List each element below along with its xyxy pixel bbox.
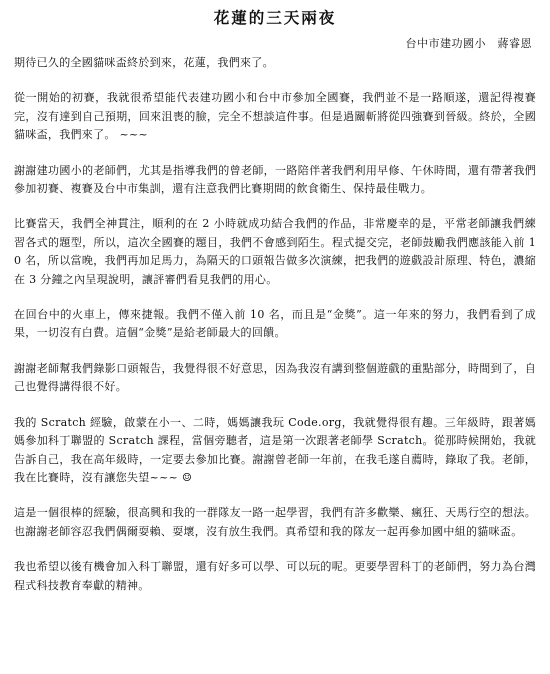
- author-line: 台中市建功國小 蔣睿恩: [405, 37, 532, 50]
- paragraph-5: 在回台中的火車上，傳來捷報。我們不僅入前 10 名，而且是“金獎”。這一年來的努力，我們看到了成果，一切沒有白費。這個“金獎”是給老師最大的回饋。: [14, 308, 536, 340]
- paragraph-2: 從一開始的初賽，我就很希望能代表建功國小和台中市參加全國賽，我們並不是一路順遂，還記得複賽完，沒有達到自己預期，回來沮喪的臉，完全不想談這件事。但是過關斬將從四強賽到晉級。終於，全國貓咪盃，我們來了。 ~~~: [14, 91, 536, 142]
- paragraph-4: 比賽當天，我們全神貫注，順利的在 2 小時就成功結合我們的作品，非常慶幸的是，平常老師讓我們練習各式的題型，所以，這次全國賽的題目，我們不會感到陌生。程式提交完，老師鼓勵我們應該能入前 10 名，所以當晚，我們再加足馬力，為隔天的口頭報告做多次演練，把我們的遊戲設計原理、特色，濃縮在 3 分鐘之內呈現說明，讓評審們看見我們的用心。: [14, 217, 536, 286]
- paragraph-8: 這是一個很棒的經驗，很高興和我的一群隊友一路一起學習，我們有許多歡樂、瘋狂、天馬行空的想法。也謝謝老師容忍我們偶爾耍賴、耍壞，沒有放生我們。真希望和我的隊友一起再參加國中組的貓咪盃。: [14, 506, 536, 538]
- paragraph-1: 期待已久的全國貓咪盃終於到來，花蓮，我們來了。: [14, 56, 274, 69]
- paragraph-6: 謝謝老師幫我們錄影口頭報告，我覺得很不好意思，因為我沒有講到整個遊戲的重點部分，時間到了，自己也覺得講得很不好。: [14, 361, 536, 394]
- paragraph-9: 我也希望以後有機會加入科丁聯盟，還有好多可以學、可以玩的呢。更要學習科丁的老師們，努力為台灣程式科技教育奉獻的精神。: [14, 560, 536, 592]
- paragraph-3: 謝謝建功國小的老師們，尤其是指導我們的曾老師，一路陪伴著我們利用早修、午休時間，還有帶著我們參加初賽、複賽及台中市集訓，還有注意我們比賽期間的飲食衛生、保持最佳戰力。: [14, 163, 536, 196]
- paragraph-7: 我的 Scratch 經驗，啟蒙在小一、二時，媽媽讓我玩 Code.org，我就覺得很有趣。三年級時，跟著媽媽參加科丁聯盟的 Scratch 課程，當個旁聽者，這是第一次跟著老師學 Scratch。從那時候開始，我就告訴自己，我在高年級時，一定要去參加比賽。謝謝曾老師一年前，在我毛遂自薦時，錄取了我。老師，我在比賽時，沒有讓您失望~~~ ☺: [14, 415, 536, 484]
- document-title: 花蓮的三天兩夜: [213, 8, 337, 27]
